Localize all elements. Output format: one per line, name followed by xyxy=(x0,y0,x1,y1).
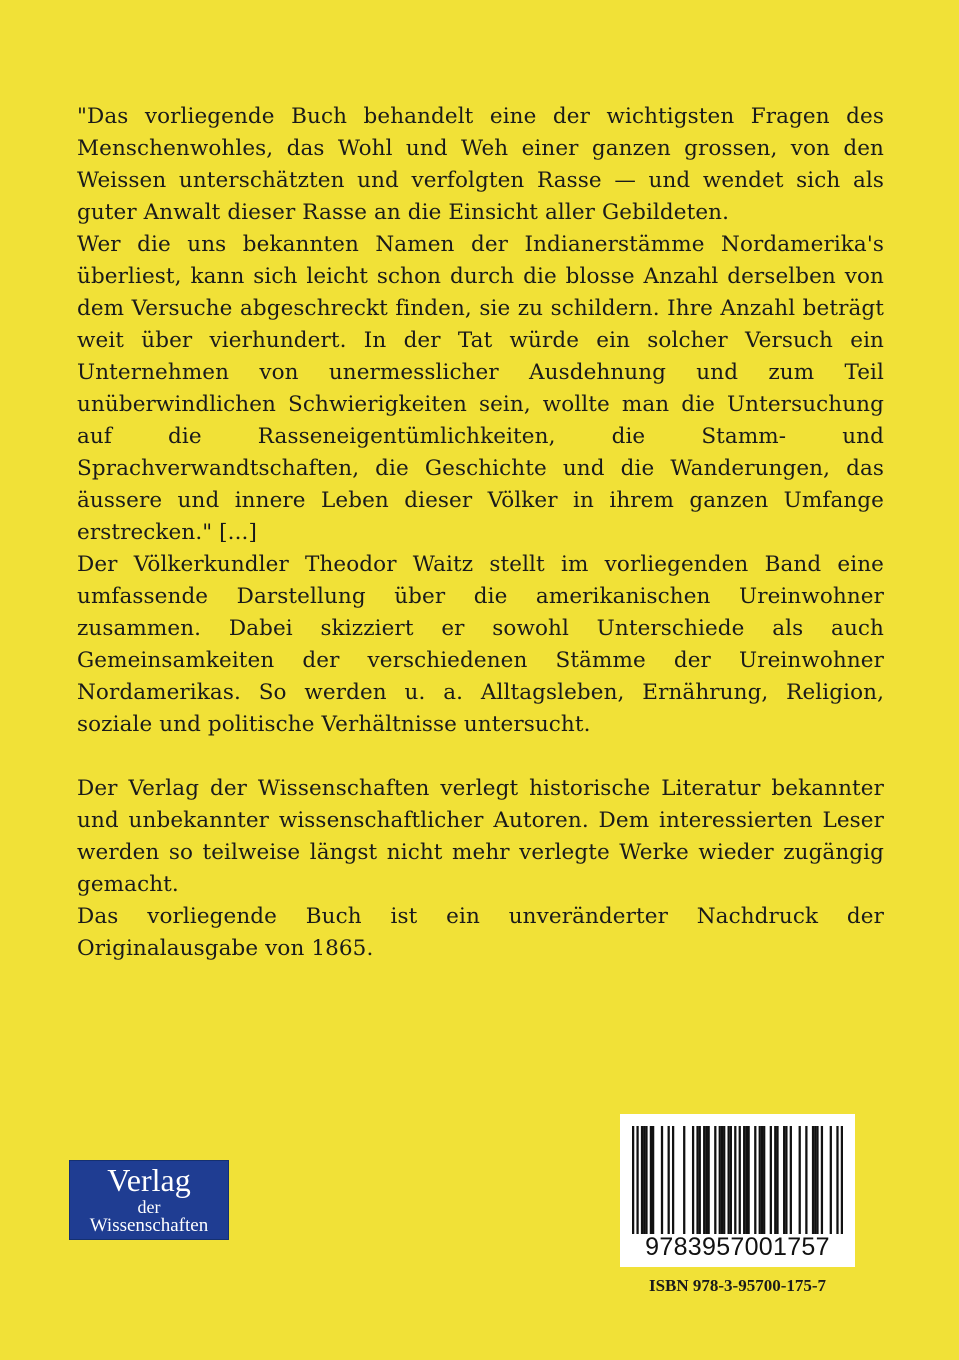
barcode-bar xyxy=(830,1126,832,1234)
logo-line-verlag: Verlag xyxy=(107,1162,191,1198)
logo-line-wissenschaften: Wissenschaften xyxy=(89,1215,209,1236)
blurb-quote-line-1: "Das vorliegende Buch behandelt eine der wichtigsten Fragen des Menschenwohles, das Wohl und Weh einer ganzen grossen, von den Weissen unterschätzten und verfolgten Rasse — und wendet sich als guter Anwalt dieser Rasse an die Einsicht aller Gebildeten. xyxy=(77,104,884,225)
barcode-bar xyxy=(636,1126,638,1234)
barcode-bar xyxy=(785,1126,787,1234)
barcode-bar xyxy=(708,1126,710,1234)
publisher-note-text-2: Das vorliegende Buch ist ein unveränderter Nachdruck der Originalausgabe von 1865. xyxy=(77,904,884,961)
barcode-bar xyxy=(774,1126,776,1234)
barcode-bar xyxy=(721,1126,723,1234)
barcode-bar xyxy=(805,1126,807,1234)
barcode-bar xyxy=(672,1126,674,1234)
barcode-bar xyxy=(841,1126,843,1234)
barcode xyxy=(620,1114,855,1267)
barcode-bar xyxy=(632,1126,634,1234)
barcode-bar xyxy=(661,1126,663,1234)
barcode-bar xyxy=(743,1126,745,1234)
barcode-bar xyxy=(652,1126,654,1234)
barcode-bar xyxy=(719,1126,721,1234)
barcode-bar xyxy=(641,1126,643,1234)
barcode-bar xyxy=(683,1126,685,1234)
barcode-bar xyxy=(645,1126,647,1234)
barcode-bar xyxy=(783,1126,785,1234)
barcode-bar xyxy=(723,1126,725,1234)
publisher-note xyxy=(77,773,884,965)
barcode-bar xyxy=(728,1126,730,1234)
barcode-bar xyxy=(696,1126,698,1234)
barcode-bar xyxy=(747,1126,749,1234)
barcode-bar xyxy=(799,1126,801,1234)
barcode-bar xyxy=(776,1126,778,1234)
logo-line-der: der xyxy=(137,1197,161,1217)
isbn-label: ISBN 978-3-95700-175-7 xyxy=(648,1276,827,1295)
publisher-logo xyxy=(69,1160,229,1240)
barcode-bar xyxy=(759,1126,761,1234)
barcode-bar xyxy=(650,1126,652,1234)
publisher-note-text-1: Der Verlag der Wissenschaften verlegt historische Literatur bekannter und unbekannter wissenschaftlicher Autoren. Dem interessierten Leser werden so teilweise längst nicht mehr verlegte Werke wieder zugängig gemacht. xyxy=(77,776,884,897)
barcode-bar xyxy=(790,1126,792,1234)
barcode-bar xyxy=(814,1126,816,1234)
barcode-bar xyxy=(739,1126,741,1234)
barcode-bar xyxy=(770,1126,772,1234)
barcode-bar xyxy=(699,1126,701,1234)
barcode-digits: 9783957001757 xyxy=(645,1233,830,1261)
book-summary xyxy=(77,549,884,741)
barcode-bar xyxy=(692,1126,694,1234)
barcode-bar xyxy=(821,1126,823,1234)
barcode-bar xyxy=(816,1126,818,1234)
barcode-bar xyxy=(734,1126,736,1234)
barcode-bar xyxy=(836,1126,838,1234)
blurb-quote-line-2: Wer die uns bekannten Namen der Indianerstämme Nordamerika's überliest, kann sich leicht schon durch die blosse Anzahl derselben von dem Versuche abgeschreckt finden, sie zu schildern. Ihre Anzahl beträgt weit über vierhundert. In der Tat würde ein solcher Versuch ein Unternehmen von unermesslicher Ausdehnung und zum Teil unüberwindlichen Schwierigkeiten sein, wollte man die Untersuchung auf die Rasseneigentümlichkeiten, die Stamm- und Sprachverwandtschaften, die Geschichte und die Wanderungen, das äussere und innere Leben dieser Völker in ihrem ganzen Umfange erstrecken." [...] xyxy=(77,232,884,545)
barcode-bar xyxy=(643,1126,645,1234)
blurb-quote xyxy=(77,101,884,549)
barcode-bar xyxy=(703,1126,705,1234)
barcode-bar xyxy=(714,1126,716,1234)
barcode-bar xyxy=(763,1126,765,1234)
barcode-bar xyxy=(745,1126,747,1234)
barcode-bar xyxy=(705,1126,707,1234)
barcode-bar xyxy=(668,1126,670,1234)
barcode-bar xyxy=(730,1126,732,1234)
barcode-bar xyxy=(812,1126,814,1234)
book-summary-text: Der Völkerkundler Theodor Waitz stellt im vorliegenden Band eine umfassende Darstellung über die amerikanischen Ureinwohner zusammen. Dabei skizziert er sowohl Unterschiede als auch Gemeinsamkeiten der verschiedenen Stämme der Ureinwohner Nordamerikas. So werden u. a. Alltagsleben, Ernährung, Religion, soziale und politische Verhältnisse untersucht. xyxy=(77,552,884,737)
barcode-bar xyxy=(754,1126,756,1234)
barcode-bar xyxy=(761,1126,763,1234)
barcode-bars xyxy=(632,1126,843,1234)
